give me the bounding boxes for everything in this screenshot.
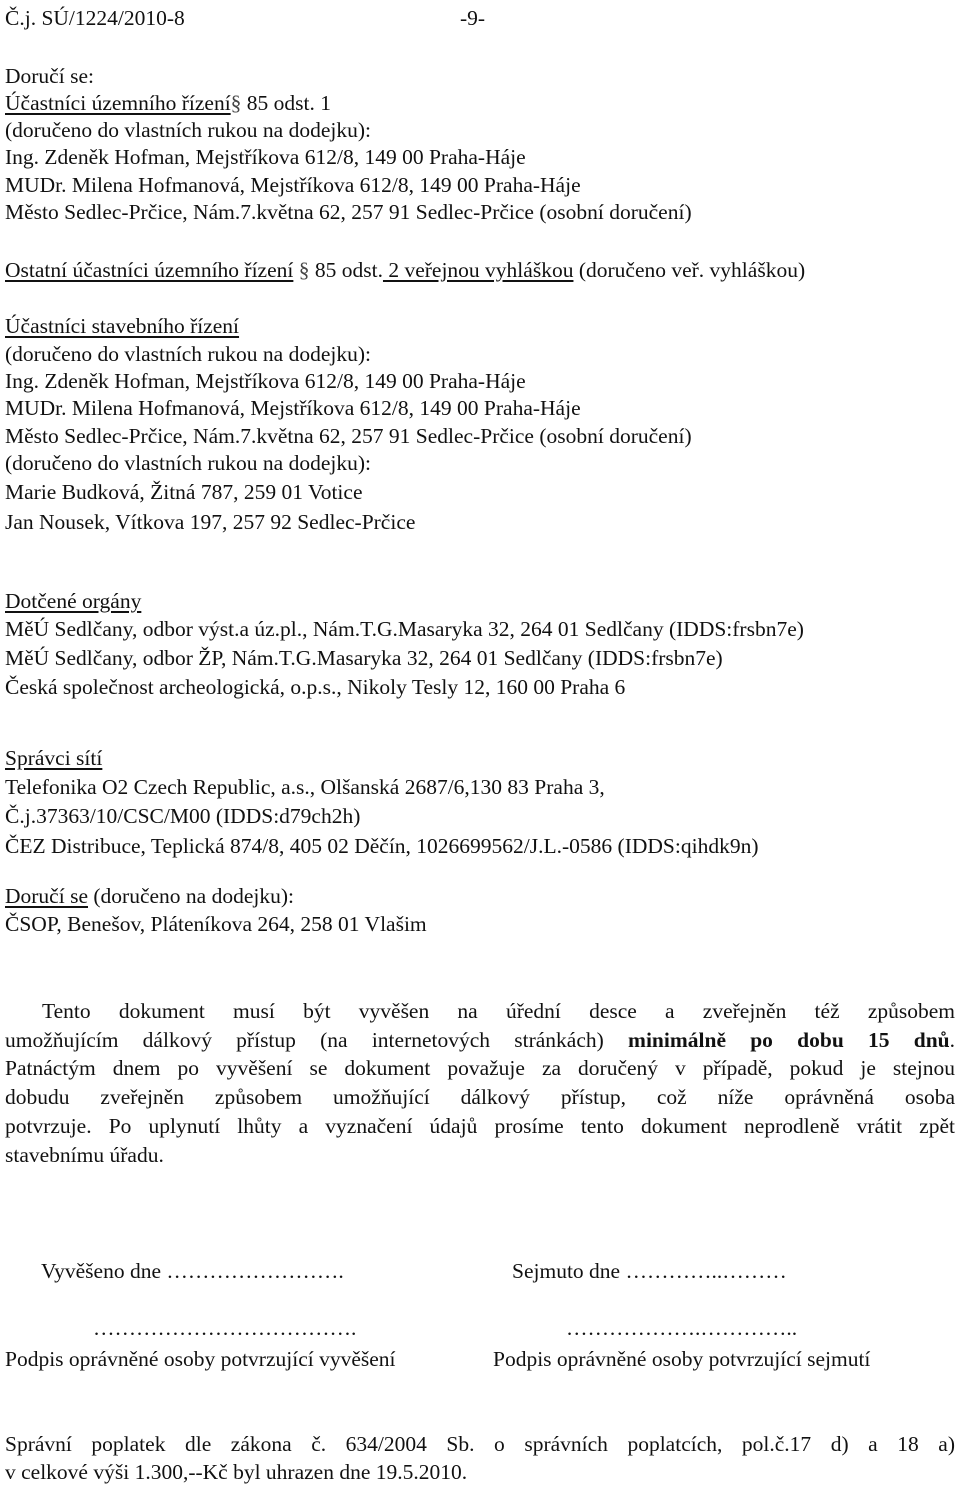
- building-participants-heading: Účastníci stavebního řízení: [5, 314, 240, 338]
- signature-line-right: ……………….…………..: [566, 1316, 798, 1340]
- recipient-line: MUDr. Milena Hofmanová, Mejstříkova 612/8, 149 00 Praha-Háje: [5, 396, 581, 420]
- authorities-heading: Dotčené orgány: [5, 589, 142, 613]
- notice-paragraph-line: potvrzuje. Po uplynutí lhůty a vyznačení údajů prosíme tento dokument neprodleně vrátit zpět: [5, 1114, 955, 1138]
- delivery-note: (doručeno na dodejku):: [88, 884, 294, 908]
- authority-line: MěÚ Sedlčany, odbor výst.a úz.pl., Nám.T.G.Masaryka 32, 264 01 Sedlčany (IDDS:frsbn7e): [5, 617, 804, 641]
- participants-zoning-line: [5, 91, 331, 115]
- notice-paragraph-line: [5, 1028, 955, 1052]
- network-admin-line: Č.j.37363/10/CSC/M00 (IDDS:d79ch2h): [5, 804, 361, 828]
- removed-date-field: Sejmuto dne …………..………: [512, 1259, 787, 1283]
- public-notice-note: (doručeno veř. vyhláškou): [573, 258, 806, 282]
- public-notice-label: 2 veřejnou vyhláškou: [382, 258, 574, 282]
- delivery-note: (doručeno do vlastních rukou na dodejku):: [5, 118, 372, 142]
- network-admins-heading: Správci sítí: [5, 746, 103, 770]
- delivery-note: (doručeno do vlastních rukou na dodejku):: [5, 451, 372, 475]
- section-sign-icon: §: [293, 258, 310, 282]
- recipient-line: Ing. Zdeněk Hofman, Mejstříkova 612/8, 149 00 Praha-Háje: [5, 369, 526, 393]
- notice-paragraph-line: stavebnímu úřadu.: [5, 1143, 164, 1167]
- posted-date-field: Vyvěšeno dne …………………….: [41, 1259, 344, 1283]
- minimum-duration: minimálně po dobu 15 dnů: [628, 1028, 950, 1052]
- recipient-line: Marie Budková, Žitná 787, 259 01 Votice: [5, 480, 363, 504]
- signature-caption-right: Podpis oprávněné osoby potvrzující sejmutí: [493, 1347, 871, 1371]
- other-participants-line: [5, 258, 805, 282]
- fee-line: v celkové výši 1.300,--Kč byl uhrazen dne 19.5.2010.: [5, 1460, 468, 1484]
- other-participants-heading: Ostatní účastníci územního řízení: [5, 258, 294, 282]
- paragraph-reference: 85 odst. 1: [241, 91, 332, 115]
- delivery-heading: Doručí se: [5, 884, 88, 908]
- authority-line: Česká společnost archeologická, o.p.s., Nikoly Tesly 12, 160 00 Praha 6: [5, 675, 626, 699]
- signature-caption-left: Podpis oprávněné osoby potvrzující vyvěšení: [5, 1347, 396, 1371]
- signature-line-left: ……………………………….: [93, 1316, 357, 1340]
- network-admin-line: ČEZ Distribuce, Teplická 874/8, 405 02 Děčín, 1026699562/J.L.-0586 (IDDS:qihdk9n): [5, 834, 759, 858]
- section-sign-icon: §: [230, 91, 242, 115]
- authority-line: MěÚ Sedlčany, odbor ŽP, Nám.T.G.Masaryka 32, 264 01 Sedlčany (IDDS:frsbn7e): [5, 646, 723, 670]
- recipient-line: ČSOP, Benešov, Pláteníkova 264, 258 01 Vlašim: [5, 912, 427, 936]
- notice-paragraph-line: dobudu zveřejněn způsobem umožňující dálkový přístup, což níže oprávněná osoba: [5, 1085, 955, 1109]
- page-number: -9-: [460, 6, 486, 30]
- participants-zoning-heading: Účastníci územního řízení: [5, 91, 231, 115]
- network-admin-line: Telefonika O2 Czech Republic, a.s., Olšanská 2687/6,130 83 Praha 3,: [5, 775, 605, 799]
- paragraph-reference: 85 odst.: [309, 258, 383, 282]
- notice-paragraph-line: Tento dokument musí být vyvěšen na úřední desce a zveřejněn též způsobem: [42, 999, 955, 1023]
- delivery-heading: Doručí se:: [5, 64, 94, 88]
- recipient-line: MUDr. Milena Hofmanová, Mejstříkova 612/8, 149 00 Praha-Háje: [5, 173, 581, 197]
- recipient-line: Jan Nousek, Vítkova 197, 257 92 Sedlec-Prčice: [5, 510, 416, 534]
- recipient-line: Město Sedlec-Prčice, Nám.7.května 62, 257 91 Sedlec-Prčice (osobní doručení): [5, 200, 692, 224]
- notice-text: .: [949, 1028, 956, 1052]
- recipient-line: Město Sedlec-Prčice, Nám.7.května 62, 257 91 Sedlec-Prčice (osobní doručení): [5, 424, 692, 448]
- delivery-dodejka-line: [5, 884, 294, 908]
- fee-line: Správní poplatek dle zákona č. 634/2004 Sb. o správních poplatcích, pol.č.17 d) a 18 a): [5, 1432, 955, 1456]
- recipient-line: Ing. Zdeněk Hofman, Mejstříkova 612/8, 149 00 Praha-Háje: [5, 145, 526, 169]
- notice-text: umožňujícím dálkový přístup (na internetových stránkách): [5, 1028, 629, 1052]
- notice-paragraph-line: Patnáctým dnem po vyvěšení se dokument považuje za doručený v případě, pokud je stejnou: [5, 1056, 955, 1080]
- delivery-note: (doručeno do vlastních rukou na dodejku):: [5, 342, 372, 366]
- document-reference: Č.j. SÚ/1224/2010-8: [5, 6, 185, 30]
